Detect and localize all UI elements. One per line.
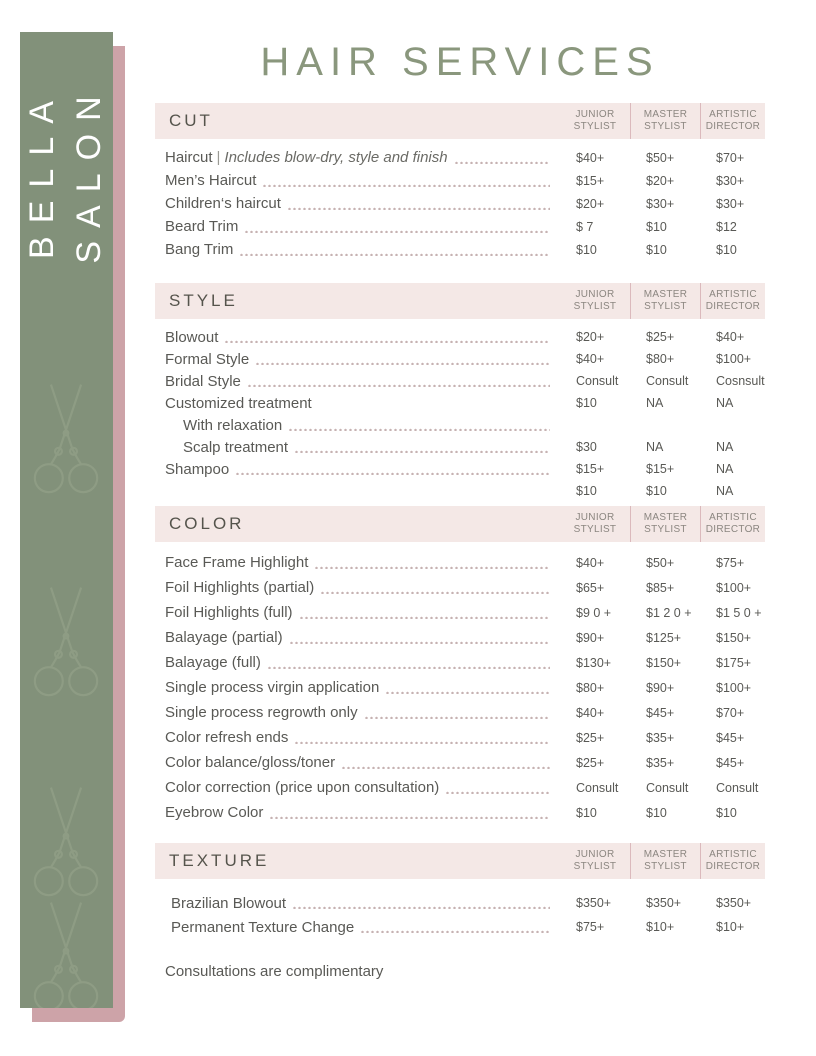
price-cell: $ 7 xyxy=(576,219,594,234)
column-header-line: STYLIST xyxy=(644,301,687,312)
dot-leader xyxy=(364,715,550,719)
column-header-line: JUNIOR xyxy=(575,289,615,300)
dot-leader xyxy=(341,765,550,769)
dot-leader xyxy=(269,815,550,819)
footer-note: Consultations are complimentary xyxy=(165,963,384,980)
section-header-band xyxy=(155,843,765,879)
band-spacer xyxy=(244,506,560,542)
price-cell: $25+ xyxy=(576,755,605,770)
price-cell: $30+ xyxy=(646,196,675,211)
price-cell: $40+ xyxy=(576,705,605,720)
service-name xyxy=(155,754,335,771)
price-cell: Consult xyxy=(646,374,689,388)
column-header xyxy=(700,843,765,879)
price-cell: NA xyxy=(716,396,734,410)
dot-leader xyxy=(314,565,550,569)
brand-line-1: BELLA xyxy=(23,88,61,259)
price-cell: $40+ xyxy=(716,330,745,344)
service-label: Foil Highlights (full) xyxy=(165,604,293,621)
column-header xyxy=(560,843,630,879)
service-row xyxy=(155,725,765,750)
price-cell: $80+ xyxy=(576,680,605,695)
service-label: Shampoo xyxy=(165,460,230,478)
price-cell: $150+ xyxy=(716,630,752,645)
service-name xyxy=(155,149,448,166)
column-header-line: MASTER xyxy=(643,849,688,860)
price-cell: $25+ xyxy=(576,730,605,745)
service-label: Color balance/gloss/toner xyxy=(165,754,336,771)
service-row xyxy=(155,458,765,480)
service-name xyxy=(155,195,281,212)
section-texture xyxy=(155,843,765,939)
price-cell: $30+ xyxy=(716,173,745,188)
service-label: Color refresh ends xyxy=(165,729,289,746)
column-header xyxy=(560,506,630,542)
column-header xyxy=(700,103,765,139)
section-header-band xyxy=(155,506,765,542)
service-name xyxy=(155,579,314,596)
column-header-line: MASTER xyxy=(643,512,688,523)
price-cell: $30 xyxy=(576,440,597,454)
service-row xyxy=(155,215,765,238)
price-cell: $9 0 + xyxy=(576,605,612,620)
column-header-line: ARTISTIC xyxy=(709,512,757,523)
scissors-icon xyxy=(23,785,109,915)
price-cell: $10 xyxy=(646,805,667,820)
band-spacer xyxy=(213,103,560,139)
brand-line-2: SALON xyxy=(70,83,108,264)
dot-leader xyxy=(288,427,550,431)
price-cell: $150+ xyxy=(646,655,682,670)
service-label: Beard Trim xyxy=(165,218,239,235)
service-name xyxy=(155,241,233,258)
section-rows xyxy=(155,542,765,825)
service-row xyxy=(155,700,765,725)
section-header-band xyxy=(155,283,765,319)
service-label: Bridal Style xyxy=(165,372,241,390)
section-header-band xyxy=(155,103,765,139)
dot-leader xyxy=(454,160,550,164)
column-header-line: MASTER xyxy=(643,289,688,300)
price-cell: $10 xyxy=(576,805,597,820)
section-title: STYLE xyxy=(169,291,238,310)
service-row xyxy=(155,326,765,348)
brand-vertical-text xyxy=(20,55,113,305)
column-header-line: MASTER xyxy=(643,109,688,120)
service-row xyxy=(155,600,765,625)
price-cell: $10 xyxy=(576,484,597,498)
price-cell: $65+ xyxy=(576,580,605,595)
price-cell: $10+ xyxy=(716,920,745,934)
price-cell: $80+ xyxy=(646,352,675,366)
column-header-line: STYLIST xyxy=(573,301,617,312)
column-header xyxy=(700,283,765,319)
dot-leader xyxy=(320,590,550,594)
column-header-line: STYLIST xyxy=(573,524,617,535)
service-name xyxy=(155,704,358,721)
service-label: With relaxation xyxy=(183,416,283,434)
service-row xyxy=(155,550,765,575)
service-label: Permanent Texture Change xyxy=(171,918,355,936)
column-header-line: ARTISTIC xyxy=(709,109,757,120)
service-name xyxy=(155,654,261,671)
column-header-line: DIRECTOR xyxy=(705,301,761,312)
service-name xyxy=(155,779,439,796)
service-separator: | xyxy=(216,149,221,166)
price-cell: $75+ xyxy=(716,555,745,570)
price-cell: $70+ xyxy=(716,705,745,720)
column-header-line: DIRECTOR xyxy=(705,861,761,872)
service-name xyxy=(155,679,379,696)
service-name xyxy=(155,804,263,821)
dot-leader xyxy=(292,905,550,909)
price-cell: $35+ xyxy=(646,755,675,770)
dot-leader xyxy=(294,740,550,744)
price-cell: $20+ xyxy=(646,173,675,188)
price-cell: $15+ xyxy=(576,462,605,476)
price-cell: $45+ xyxy=(716,755,745,770)
service-name xyxy=(155,629,283,646)
service-name xyxy=(155,417,282,434)
price-cell: $10 xyxy=(576,242,597,257)
service-row xyxy=(155,370,765,392)
price-cell: Consult xyxy=(576,374,619,388)
price-cell: $50+ xyxy=(646,150,675,165)
service-name xyxy=(155,919,354,936)
service-label: Formal Style xyxy=(165,350,250,368)
column-header-line: ARTISTIC xyxy=(709,289,757,300)
dot-leader xyxy=(289,640,550,644)
service-name xyxy=(155,329,218,346)
service-name xyxy=(155,895,286,912)
price-cell: $350+ xyxy=(576,896,612,910)
price-cell: Consult xyxy=(716,780,759,795)
section-rows xyxy=(155,139,765,261)
dot-leader xyxy=(445,790,550,794)
service-row xyxy=(155,891,765,915)
scissors-icon xyxy=(23,585,109,715)
service-label: Brazilian Blowout xyxy=(171,894,287,912)
price-cell: $130+ xyxy=(576,655,612,670)
price-cell: $10 xyxy=(646,219,667,234)
column-header xyxy=(560,283,630,319)
price-cell: Consult xyxy=(576,780,619,795)
service-label: Children‘s haircut xyxy=(165,195,281,212)
dot-leader xyxy=(385,690,550,694)
column-header-line: STYLIST xyxy=(573,121,617,132)
section-title: TEXTURE xyxy=(169,851,270,870)
service-name xyxy=(155,395,312,412)
column-header-line: DIRECTOR xyxy=(705,524,761,535)
service-row xyxy=(155,575,765,600)
service-label: Balayage (full) xyxy=(165,654,261,671)
service-name xyxy=(155,554,308,571)
price-cell: $20+ xyxy=(576,196,605,211)
price-cell: $350+ xyxy=(646,896,682,910)
price-cell: $10 xyxy=(646,242,667,257)
dot-leader xyxy=(244,229,550,233)
service-row xyxy=(155,915,765,939)
service-label: Blowout xyxy=(165,328,219,346)
price-cell: $85+ xyxy=(646,580,675,595)
price-cell: $45+ xyxy=(646,705,675,720)
price-cell: $90+ xyxy=(646,680,675,695)
sections-container xyxy=(155,103,765,939)
price-cell: Cosnsult xyxy=(716,374,765,388)
price-cell: $90+ xyxy=(576,630,605,645)
price-cell: NA xyxy=(716,440,734,454)
service-row xyxy=(155,414,765,436)
dot-leader xyxy=(239,252,550,256)
column-header-line: JUNIOR xyxy=(575,109,615,120)
price-cell: $75+ xyxy=(576,920,605,934)
section-title: COLOR xyxy=(169,514,245,533)
dot-leader xyxy=(255,361,550,365)
price-cell: $12 xyxy=(716,219,737,234)
price-cell: $10 xyxy=(716,242,737,257)
service-label: Single process regrowth only xyxy=(165,704,358,721)
band-spacer xyxy=(269,843,560,879)
service-row xyxy=(155,238,765,261)
service-row xyxy=(155,348,765,370)
price-cell: $10 xyxy=(716,805,737,820)
service-row xyxy=(155,650,765,675)
brand-sidebar xyxy=(20,32,113,1008)
column-header xyxy=(700,506,765,542)
price-cell: Consult xyxy=(646,780,689,795)
service-note: Includes blow-dry, style and finish xyxy=(224,149,448,166)
column-header xyxy=(560,103,630,139)
service-label: Face Frame Highlight xyxy=(165,554,309,571)
service-name xyxy=(155,461,229,478)
price-cell: $50+ xyxy=(646,555,675,570)
service-row xyxy=(155,625,765,650)
price-cell: $350+ xyxy=(716,896,752,910)
column-header xyxy=(630,843,700,879)
price-cell: $100+ xyxy=(716,352,752,366)
dot-leader xyxy=(247,383,550,387)
section-rows xyxy=(155,879,765,939)
price-cell: $45+ xyxy=(716,730,745,745)
column-header-line: ARTISTIC xyxy=(709,849,757,860)
price-cell: $15+ xyxy=(646,462,675,476)
column-header-line: STYLIST xyxy=(573,861,617,872)
services-content xyxy=(155,0,765,980)
price-cell: $10 xyxy=(646,484,667,498)
price-cell: $25+ xyxy=(646,330,675,344)
price-cell: $100+ xyxy=(716,580,752,595)
service-label: Haircut xyxy=(165,149,213,166)
service-name xyxy=(155,439,288,456)
section-cut xyxy=(155,103,765,261)
scissors-icon xyxy=(23,900,109,1008)
service-name xyxy=(155,172,256,189)
price-cell: NA xyxy=(716,462,734,476)
column-header-line: STYLIST xyxy=(644,524,687,535)
dot-leader xyxy=(287,206,550,210)
price-cell: $20+ xyxy=(576,330,605,344)
price-cell: $30+ xyxy=(716,196,745,211)
section-rows xyxy=(155,319,765,502)
column-header xyxy=(630,506,700,542)
service-row xyxy=(155,436,765,458)
column-header xyxy=(630,283,700,319)
column-header-line: STYLIST xyxy=(644,121,687,132)
column-header-line: JUNIOR xyxy=(575,512,615,523)
dot-leader xyxy=(299,615,550,619)
service-row xyxy=(155,169,765,192)
price-cell: $70+ xyxy=(716,150,745,165)
service-row xyxy=(155,480,765,502)
service-label: Single process virgin application xyxy=(165,679,380,696)
price-cell: NA xyxy=(646,440,664,454)
service-label: Eyebrow Color xyxy=(165,804,264,821)
service-row xyxy=(155,675,765,700)
service-row xyxy=(155,392,765,414)
dot-leader xyxy=(360,929,550,933)
column-header-line: STYLIST xyxy=(644,861,687,872)
service-label: Color correction (price upon consultation) xyxy=(165,779,440,796)
service-row xyxy=(155,800,765,825)
service-label: Customized treatment xyxy=(165,394,312,412)
section-style xyxy=(155,283,765,502)
page-title: HAIR SERVICES xyxy=(260,40,660,84)
price-cell: NA xyxy=(716,484,734,498)
price-cell: $15+ xyxy=(576,173,605,188)
price-cell: $100+ xyxy=(716,680,752,695)
column-header-line: JUNIOR xyxy=(575,849,615,860)
service-label: Men’s Haircut xyxy=(165,172,257,189)
service-name xyxy=(155,729,288,746)
scissors-icon xyxy=(23,382,109,512)
band-spacer xyxy=(238,283,560,319)
service-label: Bang Trim xyxy=(165,241,234,258)
dot-leader xyxy=(267,665,550,669)
service-name xyxy=(155,373,241,390)
price-cell: $10 xyxy=(576,396,597,410)
price-cell: $10+ xyxy=(646,920,675,934)
service-row xyxy=(155,775,765,800)
service-row xyxy=(155,192,765,215)
price-cell: NA xyxy=(646,396,664,410)
service-name xyxy=(155,604,293,621)
price-cell: $1 2 0 + xyxy=(646,605,692,620)
price-cell: $40+ xyxy=(576,352,605,366)
price-cell: $175+ xyxy=(716,655,752,670)
price-cell: $40+ xyxy=(576,555,605,570)
section-color xyxy=(155,506,765,825)
column-header-line: DIRECTOR xyxy=(705,121,761,132)
service-row xyxy=(155,750,765,775)
service-label: Balayage (partial) xyxy=(165,629,283,646)
dot-leader xyxy=(235,471,550,475)
service-name xyxy=(155,218,238,235)
price-cell: $1 5 0 + xyxy=(716,605,762,620)
dot-leader xyxy=(262,183,550,187)
section-title: CUT xyxy=(169,111,213,130)
dot-leader xyxy=(224,339,550,343)
dot-leader xyxy=(294,449,550,453)
service-name xyxy=(155,351,249,368)
price-cell: $40+ xyxy=(576,150,605,165)
price-cell: $125+ xyxy=(646,630,682,645)
service-label: Scalp treatment xyxy=(183,438,289,456)
column-header xyxy=(630,103,700,139)
price-cell: $35+ xyxy=(646,730,675,745)
service-row xyxy=(155,146,765,169)
service-label: Foil Highlights (partial) xyxy=(165,579,315,596)
